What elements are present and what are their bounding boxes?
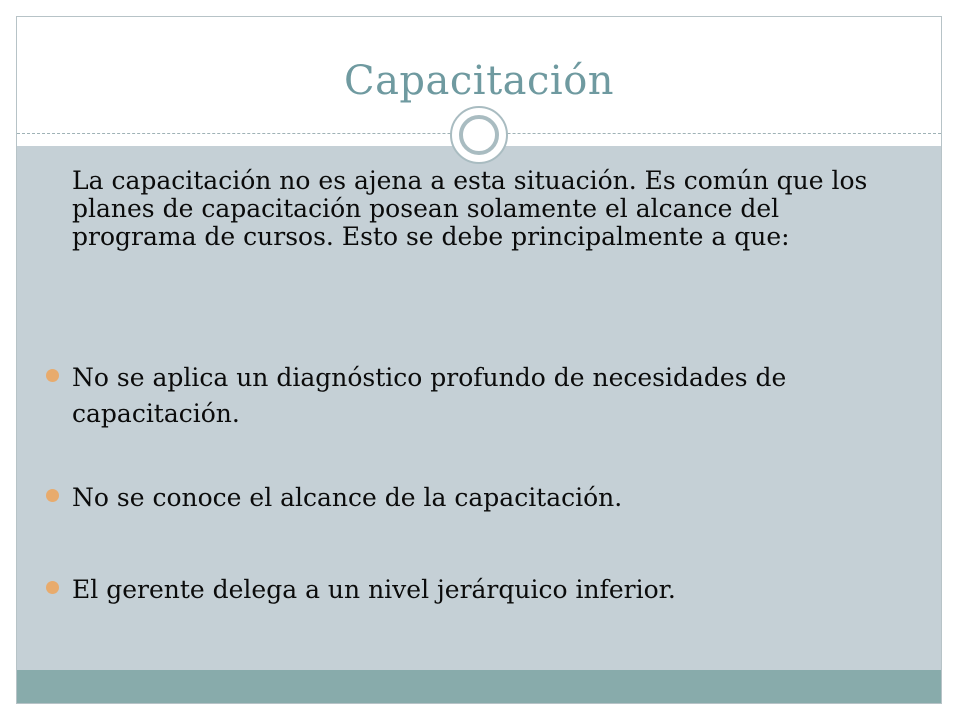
bullet-text: No se conoce el alcance de la capacitación. xyxy=(72,483,623,512)
bullet-icon xyxy=(46,489,59,502)
intro-paragraph: La capacitación no es ajena a esta situación. Es común que los planes de capacitación posean solamente el alcance del programa de cursos. Esto se debe principalmente a que: xyxy=(72,166,868,251)
bullet-text: No se aplica un diagnóstico profundo de necesidades de capacitación. xyxy=(72,363,787,428)
bullet-icon xyxy=(46,581,59,594)
double-circle-icon xyxy=(450,106,508,164)
bullet-text: El gerente delega a un nivel jerárquico inferior. xyxy=(72,575,676,604)
slide-title: Capacitación xyxy=(343,58,615,104)
inner-circle-icon xyxy=(459,115,499,155)
bullet-icon xyxy=(46,369,59,382)
